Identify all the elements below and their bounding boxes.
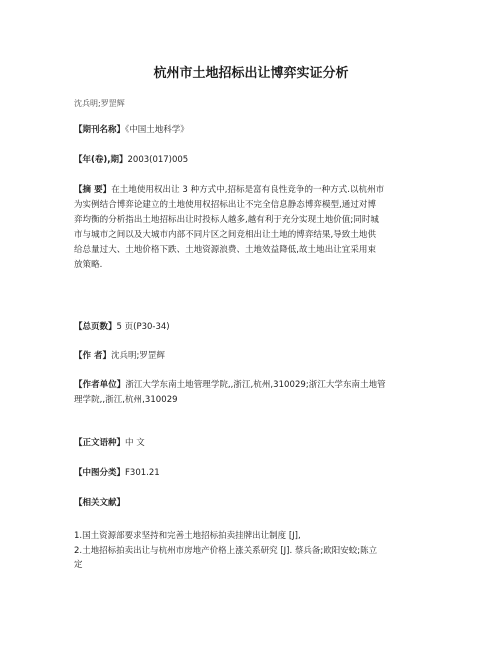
year-label: 【年(卷),期】: [74, 155, 128, 165]
abstract-line-6: 放策略.: [74, 260, 103, 270]
reference-item-2[interactable]: 2.土地招标拍卖出让与杭州市房地产价格上涨关系研究 [J]. 蔡兵备;欧阳安蛟;陈立: [74, 545, 378, 556]
abstract-line-1: 【摘 要】在土地使用权出让 3 种方式中,招标是富有良性竞争的一种方式.以杭州市: [74, 185, 385, 195]
reference-item-2-cont[interactable]: 定: [74, 560, 83, 570]
classification-field: [74, 466, 436, 481]
reference-item-1[interactable]: 1.国土资源部要求坚持和完善土地招标拍卖挂牌出让制度 [J],: [74, 531, 301, 541]
abstract-field: [74, 183, 436, 273]
affiliation-line-1: 【作者单位】浙江大学东南土地管理学院,,浙江,杭州,310029;浙江大学东南土地管: [74, 380, 386, 390]
year-value: 2003(017)005: [127, 155, 189, 165]
language-field: [74, 436, 436, 451]
author-value: 沈兵明;罗罡辉: [110, 351, 165, 361]
year-field: [74, 153, 436, 168]
classification-label: 【中图分类】: [74, 468, 126, 478]
author-label: 【作 者】: [74, 351, 111, 361]
pages-field: [74, 320, 436, 335]
pages-label: 【总页数】: [74, 322, 117, 332]
pages-value: 5 页(P30-34): [116, 322, 170, 332]
reference-list: [74, 529, 436, 573]
classification-value: F301.21: [125, 468, 160, 478]
abstract-line-2: 为实例结合博弈论建立的土地使用权招标出让不完全信息静态博弈模型,通过对博: [74, 200, 377, 210]
related-field: [74, 496, 436, 511]
author-field: [74, 349, 436, 364]
language-value: 中 文: [125, 438, 145, 448]
journal-value: 《中国土地科学》: [125, 125, 189, 135]
affiliation-line-2: 理学院,,浙江,杭州,310029: [74, 395, 178, 405]
abstract-line-5: 给总量过大、土地价格下跌、土地资源浪费、土地效益降低,故土地出让宜采用束: [74, 245, 377, 255]
affiliation-label: 【作者单位】: [74, 380, 126, 390]
abstract-label: 【摘 要】: [74, 185, 112, 195]
abstract-line-4: 市与城市之间以及大城市内部不同片区之间竞相出让土地的博弈结果,导致土地供: [74, 230, 377, 240]
language-label: 【正文语种】: [74, 438, 126, 448]
page-title: 杭州市土地招标出让博弈实证分析: [153, 66, 349, 81]
journal-field: [74, 123, 436, 138]
related-label: 【相关文献】: [74, 498, 126, 508]
affiliation-field: [74, 378, 436, 408]
journal-label: 【期刊名称】: [74, 125, 126, 135]
abstract-line-3: 弈均衡的分析指出土地招标出让时投标人越多,越有利于充分实现土地价值;同时城: [74, 215, 379, 225]
authors-line: 沈兵明;罗罡辉: [74, 99, 125, 108]
